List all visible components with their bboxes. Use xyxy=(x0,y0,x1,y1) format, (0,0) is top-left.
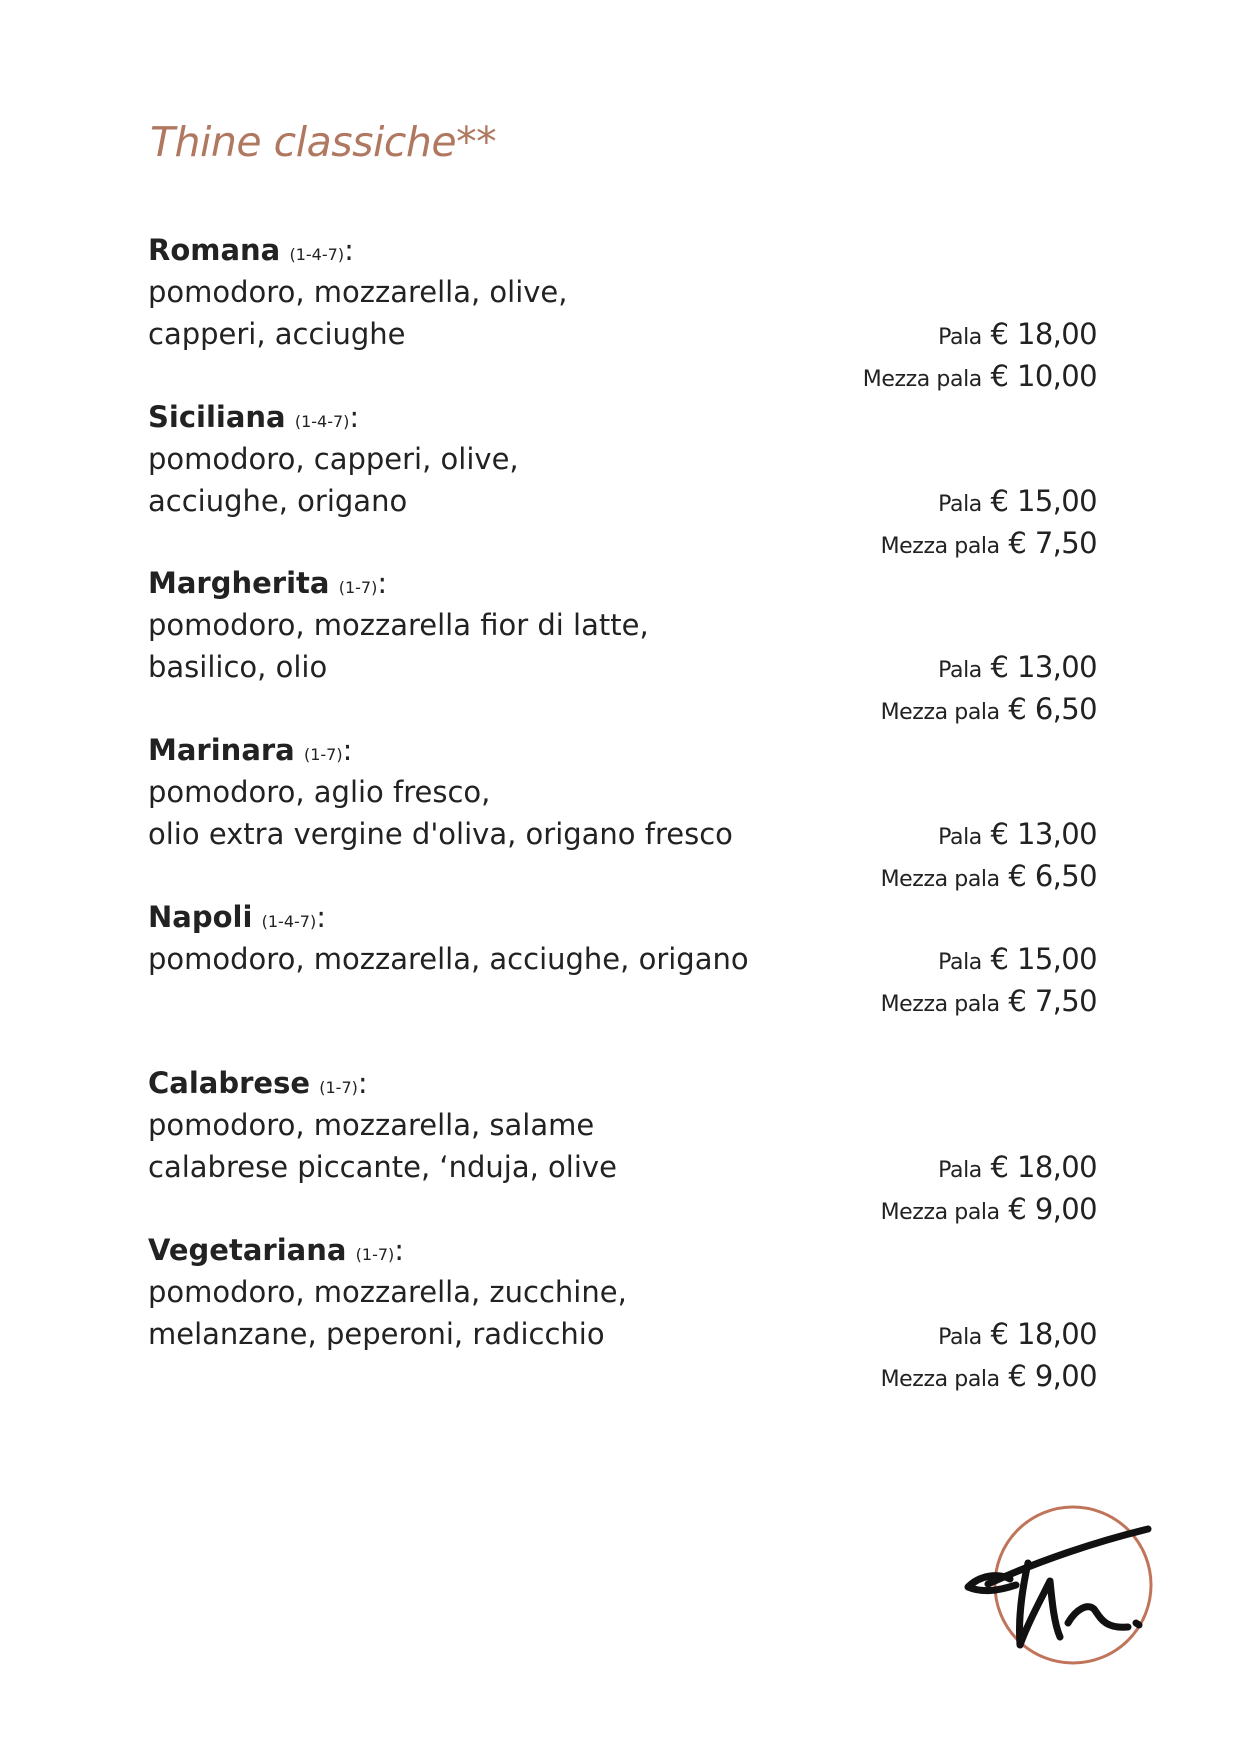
price-full-label: Pala xyxy=(938,325,982,350)
price-full-label: Pala xyxy=(938,825,982,850)
price-full-value: € 18,00 xyxy=(990,317,1097,351)
item-description-line: pomodoro, mozzarella fior di latte, xyxy=(148,608,649,642)
price-full-value: € 15,00 xyxy=(990,484,1097,518)
item-allergens: (1-7) xyxy=(319,1078,358,1097)
menu-item xyxy=(0,1229,1241,1394)
price-half-value: € 6,50 xyxy=(1008,859,1097,893)
price-full-label: Pala xyxy=(938,950,982,975)
price-full xyxy=(938,1313,1097,1359)
price-half-value: € 9,00 xyxy=(1008,1192,1097,1226)
item-description xyxy=(148,438,519,522)
item-heading xyxy=(148,1229,404,1276)
price-half-label: Mezza pala xyxy=(880,867,1000,892)
price-half-value: € 7,50 xyxy=(1008,984,1097,1018)
menu-item xyxy=(0,729,1241,894)
price-half xyxy=(863,355,1097,401)
item-description-line: olio extra vergine d'oliva, origano fresco xyxy=(148,817,733,851)
price-half-label: Mezza pala xyxy=(862,367,982,392)
item-description-line: pomodoro, capperi, olive, xyxy=(148,442,519,476)
logo-monogram xyxy=(968,1529,1148,1645)
price-half-value: € 9,00 xyxy=(1008,1359,1097,1393)
item-description xyxy=(148,271,568,355)
price-full xyxy=(938,646,1097,692)
price-half-label: Mezza pala xyxy=(880,992,1000,1017)
page-title: Thine classiche** xyxy=(150,118,497,166)
item-colon: : xyxy=(316,900,326,934)
item-description-line: pomodoro, aglio fresco, xyxy=(148,775,491,809)
item-description-line: basilico, olio xyxy=(148,650,328,684)
item-description-line: pomodoro, mozzarella, zucchine, xyxy=(148,1275,627,1309)
item-heading xyxy=(148,562,387,609)
item-description-line: calabrese piccante, ‘nduja, olive xyxy=(148,1150,617,1184)
price-full-label: Pala xyxy=(938,1158,982,1183)
price-full-value: € 13,00 xyxy=(990,650,1097,684)
price-full xyxy=(938,313,1097,359)
item-colon: : xyxy=(394,1233,405,1267)
item-colon: : xyxy=(357,1066,368,1100)
price-full-label: Pala xyxy=(938,492,982,517)
price-half-label: Mezza pala xyxy=(880,700,1000,725)
item-allergens: (1-7) xyxy=(338,578,378,597)
price-half-label: Mezza pala xyxy=(880,1367,1000,1392)
item-description-line: pomodoro, mozzarella, olive, xyxy=(148,275,568,309)
price-full xyxy=(938,938,1097,984)
menu-item xyxy=(0,229,1241,394)
item-colon: : xyxy=(377,566,388,600)
item-colon: : xyxy=(342,733,353,767)
price-full xyxy=(938,1146,1097,1192)
item-description xyxy=(148,771,733,855)
item-name: Margherita xyxy=(148,566,330,600)
price-half xyxy=(881,980,1097,1026)
item-description-line: capperi, acciughe xyxy=(148,317,406,351)
item-heading xyxy=(148,1062,368,1109)
item-description xyxy=(148,938,749,980)
price-full-label: Pala xyxy=(938,658,982,683)
price-full-label: Pala xyxy=(938,1325,982,1350)
price-full-value: € 13,00 xyxy=(990,817,1097,851)
item-allergens: (1-4-7) xyxy=(289,245,345,264)
item-allergens: (1-7) xyxy=(355,1245,395,1264)
price-half xyxy=(881,688,1097,734)
item-name: Siciliana xyxy=(148,400,286,434)
price-half-value: € 10,00 xyxy=(990,359,1097,393)
item-heading xyxy=(148,896,326,943)
brand-logo xyxy=(958,1505,1178,1665)
item-colon: : xyxy=(349,400,360,434)
price-half xyxy=(881,855,1097,901)
item-description-line: pomodoro, mozzarella, acciughe, origano xyxy=(148,942,749,976)
menu-item xyxy=(0,896,1241,1061)
item-name: Napoli xyxy=(148,900,253,934)
item-heading xyxy=(148,396,359,443)
price-half-label: Mezza pala xyxy=(880,1200,1000,1225)
item-name: Marinara xyxy=(148,733,295,767)
menu-item xyxy=(0,1062,1241,1227)
price-full xyxy=(938,480,1097,526)
item-description-line: pomodoro, mozzarella, salame xyxy=(148,1108,595,1142)
item-heading xyxy=(148,229,354,276)
item-heading xyxy=(148,729,352,776)
item-description xyxy=(148,1104,617,1188)
item-allergens: (1-7) xyxy=(303,745,343,764)
item-description xyxy=(148,1271,627,1355)
item-colon: : xyxy=(344,233,354,267)
price-full-value: € 18,00 xyxy=(990,1150,1097,1184)
price-full xyxy=(938,813,1097,859)
price-half-value: € 6,50 xyxy=(1008,692,1097,726)
item-name: Calabrese xyxy=(148,1066,311,1100)
price-full-value: € 18,00 xyxy=(990,1317,1097,1351)
menu-item xyxy=(0,396,1241,561)
price-half-label: Mezza pala xyxy=(880,534,1000,559)
item-name: Vegetariana xyxy=(148,1233,347,1267)
item-allergens: (1-4-7) xyxy=(261,912,317,931)
price-full-value: € 15,00 xyxy=(990,942,1097,976)
price-half-value: € 7,50 xyxy=(1008,526,1097,560)
price-half xyxy=(881,1355,1097,1401)
price-half xyxy=(881,1188,1097,1234)
item-allergens: (1-4-7) xyxy=(294,412,350,431)
item-description-line: acciughe, origano xyxy=(148,484,408,518)
item-name: Romana xyxy=(148,233,281,267)
item-description xyxy=(148,604,649,688)
menu-item xyxy=(0,562,1241,727)
item-description-line: melanzane, peperoni, radicchio xyxy=(148,1317,605,1351)
